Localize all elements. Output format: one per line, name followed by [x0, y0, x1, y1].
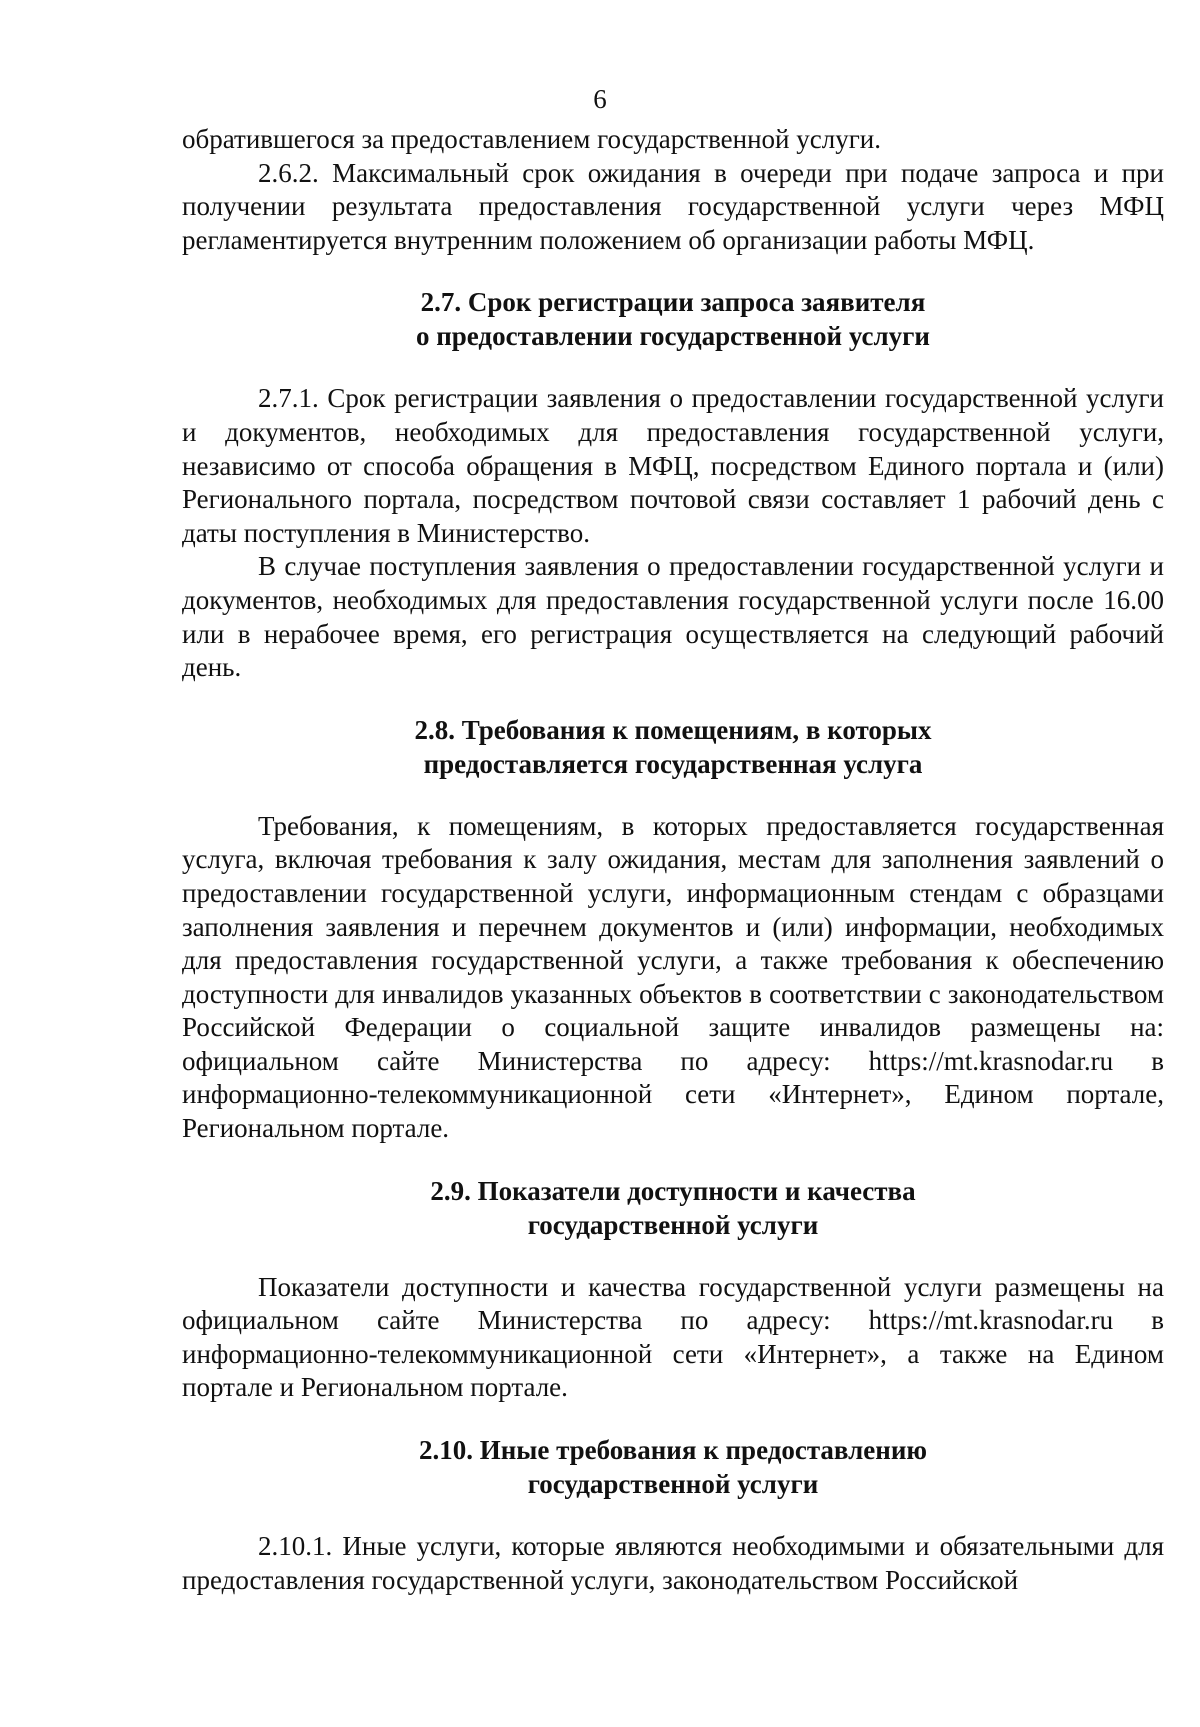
heading-line: 2.10. Иные требования к предоставлению [418, 1435, 928, 1466]
section-heading-2-10 [182, 1433, 1164, 1501]
paragraph: В случае поступления заявления о предоставлении государственной услуги и документов, необходимых для предоставления государственной услуги после 16.00 или в нерабочее время, его регистрация осуществляется на следующий рабочий день. [182, 551, 1164, 683]
paragraph: Требования, к помещениям, в которых предоставляется государственная услуга, включая требования к залу ожидания, местам для заполнения заявлений о предоставлении государственной услуги, информационным стендам с образцами заполнения заявления и перечнем документов и (или) информации, необходимых для предоставления государственной услуги, а также требования к обеспечению доступности для инвалидов указанных объектов в соответствии с законодательством Российской Федерации о социальной защите инвалидов размещены на: официальном сайте Министерства по адресу: https://mt.krasnodar.ru в информационно-телекоммуникационной сети «Интернет», Едином портале, Региональном портале. [182, 810, 1164, 1144]
paragraph: обратившегося за предоставлением государственной услуги. [182, 124, 881, 154]
paragraph: Показатели доступности и качества государственной услуги размещены на официальном сайте Министерства по адресу: https://mt.krasnodar.ru в информационно-телекоммуникационной сети «Интернет», а также на Едином портале и Региональном портале. [182, 1271, 1164, 1403]
document-body [182, 123, 1164, 1597]
paragraph: 2.10.1. Иные услуги, которые являются необходимыми и обязательными для предоставления государственной услуги, законодательством Российской [182, 1531, 1164, 1595]
paragraph: 2.7.1. Срок регистрации заявления о предоставлении государственной услуги и документов, необходимых для предоставления государственной услуги, независимо от способа обращения в МФЦ, посредством Единого портала и (или) Регионального портала, посредством почтовой связи составляет 1 рабочий день с даты поступления в Министерство. [182, 383, 1164, 548]
heading-line: о предоставлении государственной услуги [415, 321, 930, 352]
heading-line: 2.7. Срок регистрации запроса заявителя [420, 287, 926, 318]
heading-line: 2.8. Требования к помещениям, в которых [414, 714, 932, 745]
paragraph: 2.6.2. Максимальный срок ожидания в очереди при подаче запроса и при получении результата предоставления государственной услуги через МФЦ регламентируется внутренним положением об организации работы МФЦ. [182, 157, 1164, 255]
heading-line: предоставляется государственная услуга [423, 748, 923, 779]
page-number: 6 [593, 84, 607, 114]
section-heading-2-9 [182, 1174, 1164, 1242]
heading-line: государственной услуги [527, 1209, 819, 1240]
section-heading-2-8 [182, 713, 1164, 781]
heading-line: государственной услуги [527, 1469, 819, 1500]
section-heading-2-7 [182, 285, 1164, 353]
heading-line: 2.9. Показатели доступности и качества [430, 1175, 916, 1206]
